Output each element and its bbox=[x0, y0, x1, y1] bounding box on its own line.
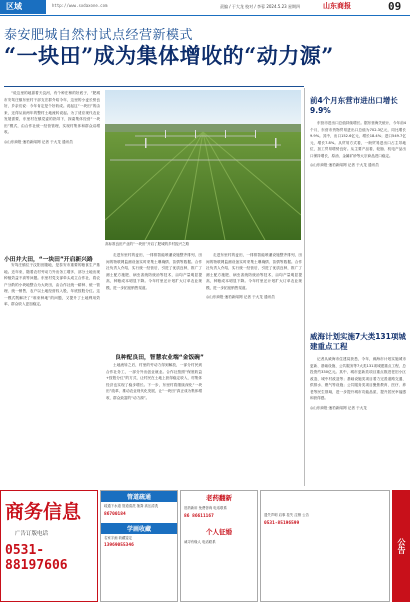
section-tag: 区域 bbox=[0, 0, 46, 14]
lead-byline: ◎山东商报·速豹新闻网 记者 于大龙 通讯员 bbox=[4, 139, 73, 144]
ad-phone[interactable]: 0531-88197606 bbox=[5, 543, 68, 573]
body-column-2 bbox=[106, 252, 202, 348]
farmland-photo bbox=[105, 90, 301, 240]
ad-box-text: 旧药新用 免费咨询 电话联系 bbox=[184, 506, 227, 510]
article-headline: “一块田”成为集体增收的“动力源” bbox=[4, 43, 334, 68]
article-kicker: 泰安肥城自然村试点经营新模式 bbox=[4, 28, 194, 43]
ad-box-phone[interactable]: 86700184 bbox=[104, 511, 126, 517]
headline-rule bbox=[4, 86, 304, 87]
column-divider bbox=[304, 88, 305, 486]
right-byline-2: ◎山东商报·速豹新闻网 记者 于大龙 bbox=[310, 405, 367, 410]
ad-box-1 bbox=[100, 490, 178, 602]
header-meta: 责编 / 于大龙 校对 / 李蓉 2024.5.23 星期四 bbox=[220, 4, 300, 9]
ad-title: 商务信息 bbox=[5, 501, 82, 523]
right-paragraph-1: 东营市进出口总值持续增长。据东营海关统计，今年前4个月，东营市货物贸易进出口总值为702.3亿元，同比增长9.9%。其中，出口152.6亿元，增长18.4%；进口549.7亿元，增长7.8%。从贸易方式看，一般贸易进出口占主导地位，加工贸易增势良好。从主要产品看，轮胎、机电产品出口保持增长，原油、金属矿砂等大宗商品进口稳定。 bbox=[310, 121, 406, 158]
classified-ad-main bbox=[0, 490, 98, 602]
body-byline: ◎山东商报·速豹新闻网 记者 于大龙 通讯员 bbox=[206, 295, 275, 299]
right-byline-1: ◎山东商报·速豹新闻网 记者 于大龙 通讯员 bbox=[310, 163, 379, 167]
body-paragraph-2: 走进东里村的麦田，一排排智能喷灌设施整齐排列，田间的物联网监测设备实时采集土壤墒情、苗情等数据。合作社负责人介绍，实行统一经营后，引进了优质良种，推广了测土配方施肥、病虫害统防统治等技术，亩均产量明显提高，种粮成本明显下降。今年村里还计划扩大订单农业规模，进一步拓宽销售渠道。 bbox=[106, 253, 202, 290]
right-headline-1: 前4个月东营市进出口增长9.9% bbox=[310, 96, 398, 115]
notice-phone[interactable]: 0531-85196599 bbox=[264, 520, 300, 526]
ad-box-text: 诚寻有缘人 电话联系 bbox=[184, 539, 216, 544]
right-paragraph-2: 记者从威海市住建局获悉，今年，威海市计划实施城市更新、基础设施、公共服务等7大类131项城建重点工程，总投资约330亿元。其中，城市更新类项目重点推进老旧小区改造、城中村改造等；基础设施类项目着力完善道路交通、供排水、燃气等设施；公共服务类项目聚焦教育、医疗、养老等民生领域，进一步提升城市功能品质，提升居民幸福感和获得感。 bbox=[310, 357, 406, 400]
ad-box-title: 老药翻新 bbox=[206, 494, 232, 502]
masthead bbox=[0, 0, 410, 14]
body-column-3 bbox=[206, 252, 302, 486]
ad-box-title: 学画收藏 bbox=[101, 523, 177, 534]
notice-text: 遗失声明 启事 挂失 注销 公告 bbox=[264, 513, 309, 517]
body-column-2b bbox=[106, 362, 202, 486]
ad-bar bbox=[0, 490, 410, 602]
body-column-1 bbox=[4, 262, 100, 486]
right-column-1 bbox=[310, 120, 406, 320]
body-paragraph-3: 走进东里村的麦田，一排排智能喷灌设施整齐排列，田间的物联网监测设备实时采集土壤墒情、苗情等数据。合作社负责人介绍，实行统一经营后，引进了优质良种，推广了测土配方施肥、病虫害统防统治等技术，亩均产量明显提高，种粮成本明显下降。今年村里还计划扩大订单农业规模，进一步拓宽销售渠道。 bbox=[206, 253, 302, 290]
ad-box-title: 个人征婚 bbox=[206, 527, 232, 536]
subhead-1: 小田并大田，“一块田”开启新兴路 bbox=[4, 257, 93, 263]
ad-box-text: 疏通下水道 管道清洗 抽粪 高压清洗 bbox=[104, 504, 159, 508]
top-rule bbox=[0, 15, 410, 16]
lead-paragraph: “说这里的地靠着天汶河，有个种庄稼的好底子，”肥城市安驾庄镇东里村干部支宏群介绍今年，这里的小麦长势良好，乡亲们说：今年肯定是个好收成。说起这“一块田”的由来，还得从前两年的整村土地流转说起。为了适应现代农业发展需要，东里村在镇党委的指导下，探索集体经营“一块田”模式，由合作社统一经营管理，实现村集体和群众双增收。 bbox=[4, 91, 100, 134]
ad-subtitle: 广告订版电话 bbox=[15, 531, 49, 537]
paper-name: 山东商报 bbox=[323, 2, 351, 10]
lead-column bbox=[4, 90, 100, 240]
page-number: 09 bbox=[388, 0, 402, 13]
farmland-image bbox=[105, 90, 301, 240]
photo-caption: 高标准良田产业的“一块田”开启了肥城的乡村振兴之路 bbox=[105, 242, 190, 246]
ad-box-text: 名家字画 收藏鉴定 bbox=[104, 535, 133, 540]
subhead-2: 良种配良田，智慧农业端“金饭碗” bbox=[115, 355, 204, 361]
body-paragraph-2b: 土地流转之后，村里的劳动力得到解放，一部分村民到合作社务工，一部分外出创业就业。合作社按照“保底收益+按股分红”的方式，让村民在土地上获得稳定收入，村集体经济也实现了稳步增长。下一步，东里村将继续深化“一块田”改革，推动农业现代化发展，让“一块田”真正成为集体增收、群众致富的“动力源”。 bbox=[106, 363, 202, 400]
body-paragraph-1: 安驾庄镇位于汶阳田腹地，是泰安市重要的粮食生产基地。近年来，随着农村劳动力外出务工增多，部分土地出现种植效益不高等问题。东里村党支部牵头成立合作社，将农户分散的小块地整合为大块田，由合作社统一耕种、统一管理、统一销售，农户以土地经营权入股，年底按股分红。这一模式既解决了“谁来种地”的问题，又提升了土地利用效率，群众收入更加稳定。 bbox=[4, 263, 100, 306]
ad-box-title: 管道疏通 bbox=[101, 491, 177, 502]
ad-box-phone[interactable]: 86 86611167 bbox=[184, 513, 214, 519]
notice-label: 公告 bbox=[392, 490, 410, 602]
ad-box-phone[interactable]: 13969055346 bbox=[104, 543, 134, 548]
ad-box-2 bbox=[180, 490, 258, 602]
site-url[interactable]: http://www.sxdaxone.com bbox=[52, 3, 108, 8]
ad-box-3 bbox=[260, 490, 390, 602]
right-column-2 bbox=[310, 356, 406, 486]
right-headline-2: 威海计划实施7大类131项城建重点工程 bbox=[310, 332, 406, 351]
